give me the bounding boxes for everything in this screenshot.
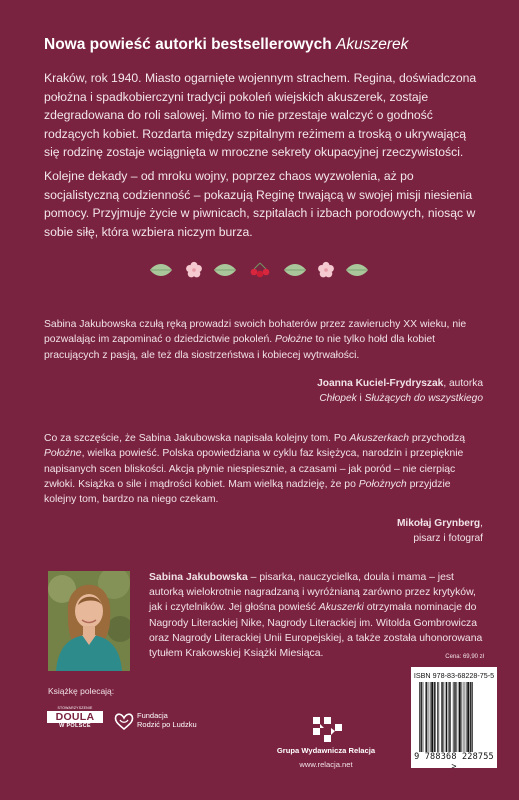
isbn-barcode	[411, 667, 497, 772]
review-quote-2: Co za szczęście, że Sabina Jakubowska napisała kolejny tom. Po Akuszerkach przychodzą Położne, wielka powieść. Polska opowiedziana w cyklu faz księżyca, narodzin i przepięknie napisanych scen bliskości. Akcja płynie niespiesznie, a czasami – jak poród – nie cierpiąc zwłoki. Książka o sile i mądrości kobiet. Mam wielką nadzieję, że po Położnych przyjdzie kolejny tom, bardzo na niego czekam.	[44, 433, 466, 506]
foundation-name: Fundacja Rodzić po Ludzku	[137, 711, 197, 729]
blurb-paragraph-1: Kraków, rok 1940. Miasto ogarnięte wojennym strachem. Regina, doświadczona położna i spadkobierczyni tradycji pokoleń wiejskich akuszerek, zostaje zdegradowana do roli salowej. Mimo to nie przestaje walczyć o godność rodzących kobiet. Rozdarta między szpitalnym reżimem a troską o ukrywającą się rodzinę zostaje wciągnięta w mroczne sekrety okupacyjnej rzeczywistości.	[44, 71, 477, 159]
review-attribution-1: Joanna Kuciel-Frydryszak, autorka Chłopek i Służących do wszystkiego	[317, 378, 483, 404]
publisher-logo-icon	[311, 715, 345, 743]
doula-logo: STOWARZYSZENIE DOULA W POLSCE	[47, 706, 103, 736]
blurb-paragraph-2: Kolejne dekady – od mroku wojny, poprzez chaos wyzwolenia, aż po socjalistyczną codzienność – pokazują Reginę trwającą w swojej misji niesienia pomocy. Przyjmuje życie w piwnicach, szpitalach i izbach porodowych, niosąc w sobie siłę, która wzbiera niczym burza.	[44, 169, 476, 239]
author-bio: Sabina Jakubowska – pisarka, nauczycielka, doula i mama – jest autorką wielokrotnie nagradzaną i wyróżnianą zarówno przez krytyków, jak i czytelników. Jej głośna powieść Akuszerki otrzymała nominacje do Nagrody Literackiej Nike, Nagrody Literackiej im. Witolda Gombrowicza oraz Nagrody Literackiej Unii Europejskiej, a także została uhonorowana tytułem Krakowskiej Książki Miesiąca.	[149, 572, 483, 660]
berries-icon	[251, 263, 270, 277]
review-attribution-2: Mikołaj Grynberg, pisarz i fotograf	[396, 518, 483, 544]
leaf-icon	[214, 264, 236, 276]
leaf-icon	[284, 264, 306, 276]
review-quote-1: Sabina Jakubowska czułą ręką prowadzi swoich bohaterów przez zawieruchy XX wieku, nie pozwalając im zapominać o dziedzictwie pokoleń. Położne to nie tylko hołd dla kobiet pracujących z pasją, ale też dla siostrzeństwa i kobiecej wytrwałości.	[44, 319, 467, 361]
foundation-logo-icon	[113, 712, 135, 730]
flower-icon	[318, 262, 334, 278]
leaf-icon	[150, 264, 172, 276]
headline: Nowa powieść autorki bestsellerowych Akuszerek	[44, 36, 409, 53]
flower-icon	[186, 262, 202, 278]
barcode-bars	[419, 682, 493, 752]
ean-number: 9 788368 228755 >	[414, 752, 494, 772]
publisher-website: www.relacja.net	[299, 760, 353, 769]
price-label: Cena: 69,90 zł	[445, 654, 484, 660]
author-photo	[48, 571, 130, 671]
leaf-icon	[346, 264, 368, 276]
recommend-label: Książkę polecają:	[48, 686, 115, 696]
floral-ornament	[148, 261, 372, 279]
isbn-number: ISBN 978-83-68228-75-5	[413, 671, 495, 680]
publisher-name: Grupa Wydawnicza Relacja	[276, 746, 376, 755]
